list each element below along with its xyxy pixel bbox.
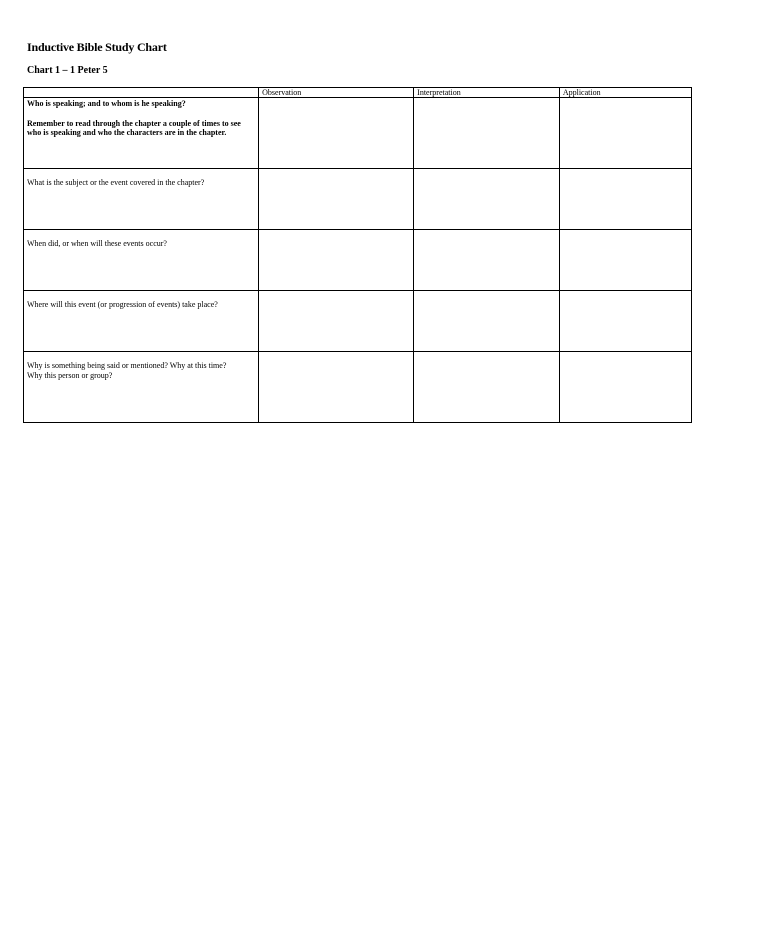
application-cell[interactable] [559,169,691,230]
interpretation-cell[interactable] [414,352,560,423]
header-application: Application [559,88,691,98]
document-title: Inductive Bible Study Chart [27,40,167,54]
question-cell-when [24,230,259,291]
question-cell-who [24,98,259,169]
question-cell-where [24,291,259,352]
interpretation-cell[interactable] [414,169,560,230]
observation-cell[interactable] [259,291,414,352]
question-text: What is the subject or the event covered in the chapter? [27,178,205,187]
application-cell[interactable] [559,98,691,169]
table-header-row [24,88,692,98]
observation-cell[interactable] [259,169,414,230]
application-cell[interactable] [559,352,691,423]
study-chart-table [23,87,692,423]
question-text: Who is speaking; and to whom is he speaking? [27,99,186,108]
observation-cell[interactable] [259,352,414,423]
application-cell[interactable] [559,291,691,352]
header-observation: Observation [259,88,414,98]
table-row [24,291,692,352]
question-text: Where will this event (or progression of events) take place? [27,300,218,309]
interpretation-cell[interactable] [414,291,560,352]
table-row [24,98,692,169]
observation-cell[interactable] [259,98,414,169]
document-subtitle: Chart 1 – 1 Peter 5 [27,65,108,76]
question-text-2: Why this person or group? [27,370,113,380]
question-cell-what [24,169,259,230]
application-cell[interactable] [559,230,691,291]
table-row [24,169,692,230]
observation-cell[interactable] [259,230,414,291]
question-text: When did, or when will these events occur? [27,239,167,248]
header-question [24,88,259,98]
interpretation-cell[interactable] [414,230,560,291]
question-cell-why [24,352,259,423]
interpretation-cell[interactable] [414,98,560,169]
table-row [24,230,692,291]
table-row [24,352,692,423]
question-text: Why is something being said or mentioned? Why at this time? [27,361,227,370]
question-note: Remember to read through the chapter a couple of times to see who is speaking and who the characters are in the chapter. [27,118,241,138]
header-interpretation: Interpretation [414,88,560,98]
